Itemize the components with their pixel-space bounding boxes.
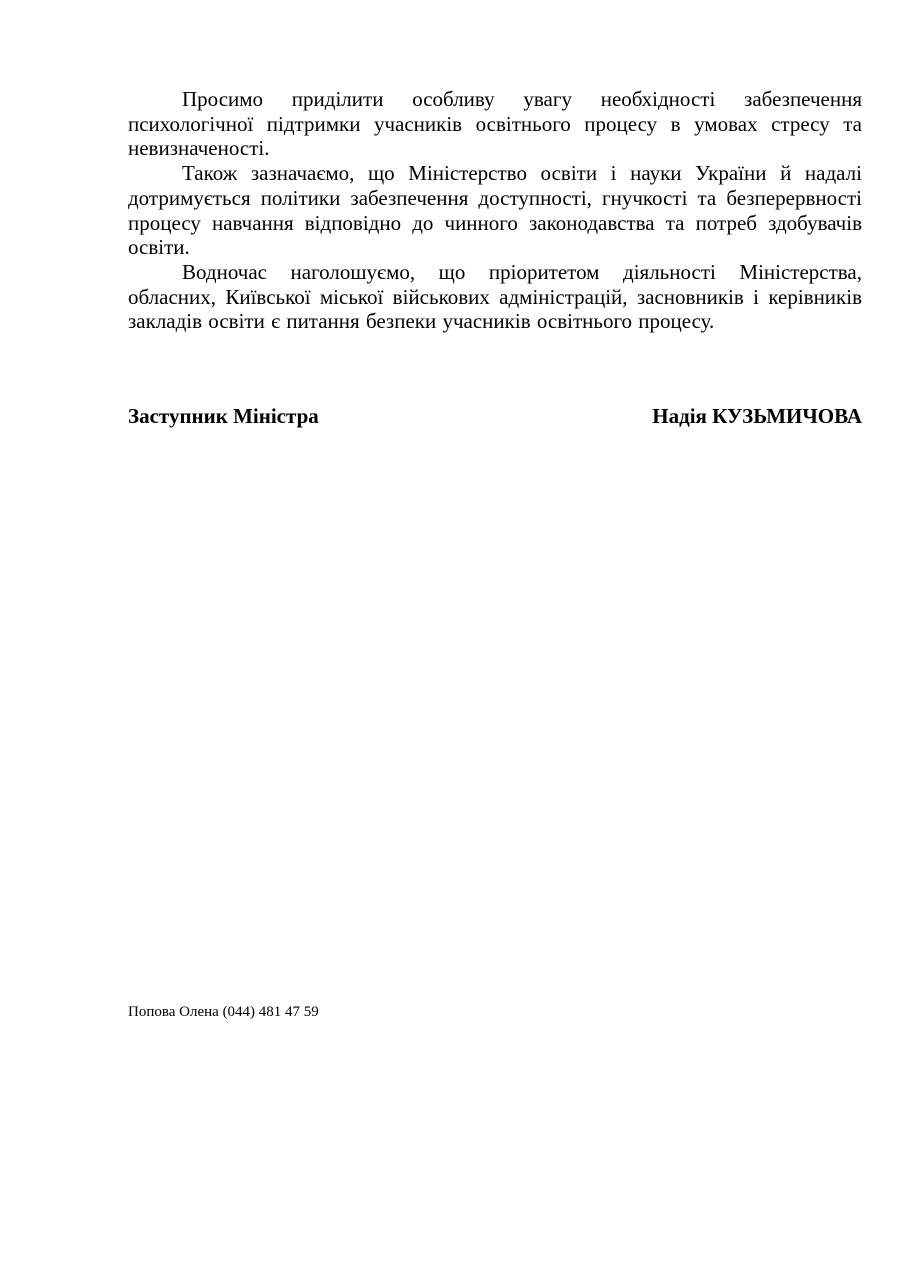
executor-contact-line: Попова Олена (044) 481 47 59 (128, 1004, 319, 1020)
signature-block (128, 404, 862, 429)
paragraph-ministry-policy: Також зазначаємо, що Міністерство освіти і науки України й надалі дотримується політики забезпечення доступності, гнучкості та безперервності процесу навчання відповідно до чинного законодавства та потреб здобувачів освіти. (128, 161, 862, 260)
signer-name: Надія КУЗЬМИЧОВА (652, 404, 862, 428)
letter-body (128, 87, 862, 334)
signer-position-title: Заступник Міністра (128, 404, 319, 428)
paragraph-safety-priority: Водночас наголошуємо, що пріоритетом діяльності Міністерства, обласних, Київської міської військових адміністрацій, засновників і керівників закладів освіти є питання безпеки учасників освітнього процесу. (128, 259, 862, 334)
paragraph-psychological-support: Просимо приділити особливу увагу необхідності забезпечення психологічної підтримки учасників освітнього процесу в умовах стресу та невизначеності. (128, 87, 862, 161)
